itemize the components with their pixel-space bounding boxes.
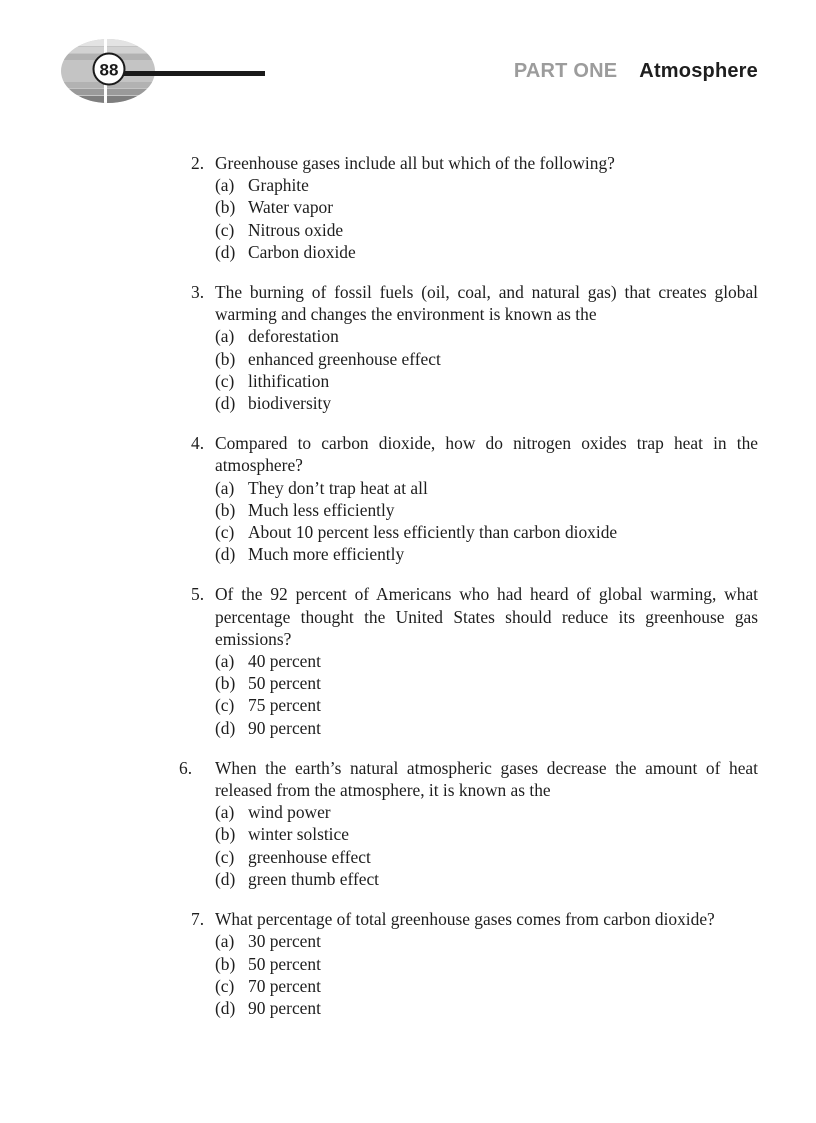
option-letter: (a) [215,175,235,196]
answer-option [215,543,758,565]
question-text: Compared to carbon dioxide, how do nitrogen oxides trap heat in the atmosphere? [215,433,758,476]
question-3 [174,281,758,414]
answer-option [215,930,758,952]
option-letter: (a) [215,477,235,498]
option-letter: (d) [215,717,236,738]
page-number-emblem [60,38,265,104]
answer-option [215,174,758,196]
answer-option [215,219,758,241]
answer-option [215,392,758,414]
answer-option [215,801,758,823]
option-letter: (c) [215,522,235,543]
option-letter: (c) [215,695,235,716]
answer-option [215,196,758,218]
option-letter: (b) [215,197,236,218]
option-text: 50 percent [248,953,321,974]
question-number: 4. [191,433,205,454]
question-4 [174,432,758,565]
option-letter: (a) [215,326,235,347]
quiz-questions [174,152,758,1037]
option-letter: (c) [215,219,235,240]
page-number: 88 [99,60,119,80]
option-text: 90 percent [248,717,321,738]
option-text: Water vapor [248,197,334,218]
option-text: winter solstice [248,824,349,845]
option-letter: (c) [215,846,235,867]
question-number: 3. [191,282,205,303]
option-letter: (c) [215,370,235,391]
option-text: Nitrous oxide [248,219,344,240]
option-text: 90 percent [248,997,321,1018]
answer-option [215,717,758,739]
part-label: PART ONE [513,60,618,82]
question-text: Of the 92 percent of Americans who had heard of global warming, what percentage thought the United States should reduce its greenhouse gas emissions? [215,584,758,649]
running-header [514,60,758,83]
answer-option [215,241,758,263]
option-text: Carbon dioxide [248,241,356,262]
answer-option [215,499,758,521]
answer-option [215,846,758,868]
option-text: Much more efficiently [248,544,405,565]
option-letter: (a) [215,651,235,672]
option-text: biodiversity [248,393,332,414]
option-text: green thumb effect [248,868,380,889]
question-6 [174,757,758,890]
question-number: 7. [191,909,205,930]
option-text: 30 percent [248,931,321,952]
header-rule [120,71,265,76]
answer-option [215,650,758,672]
answer-option [215,868,758,890]
answer-option [215,348,758,370]
section-title: Atmosphere [639,60,758,82]
answer-option [215,370,758,392]
option-text: lithification [248,370,330,391]
option-text: 75 percent [248,695,321,716]
answer-option [215,477,758,499]
option-letter: (b) [215,673,236,694]
option-letter: (b) [215,824,236,845]
option-letter: (d) [215,393,236,414]
option-letter: (a) [215,802,235,823]
option-letter: (d) [215,868,236,889]
answer-option [215,521,758,543]
option-letter: (d) [215,241,236,262]
answer-option [215,975,758,997]
question-number: 5. [191,584,205,605]
option-text: greenhouse effect [248,846,371,867]
option-letter: (b) [215,953,236,974]
question-text: Greenhouse gases include all but which of the following? [215,153,615,173]
answer-option [215,823,758,845]
option-text: enhanced greenhouse effect [248,348,441,369]
option-text: 50 percent [248,673,321,694]
question-number: 2. [191,153,205,173]
option-text: Much less efficiently [248,499,395,520]
question-text: What percentage of total greenhouse gases comes from carbon dioxide? [215,909,715,930]
answer-option [215,325,758,347]
question-text: The burning of fossil fuels (oil, coal, and natural gas) that creates global warming and changes the environment is known as the [215,282,758,325]
question-text: When the earth’s natural atmospheric gases decrease the amount of heat released from the atmosphere, it is known as the [215,757,758,801]
question-2 [174,152,758,263]
option-letter: (b) [215,348,236,369]
option-text: About 10 percent less efficiently than carbon dioxide [248,522,618,543]
answer-option [215,694,758,716]
option-text: Graphite [248,175,309,196]
answer-option [215,997,758,1019]
question-number: 6. [179,757,193,778]
question-7 [174,908,758,1019]
question-5 [174,583,758,738]
option-letter: (a) [215,931,235,952]
option-letter: (d) [215,997,236,1018]
option-letter: (b) [215,499,236,520]
option-text: 70 percent [248,975,321,996]
option-text: They don’t trap heat at all [248,477,428,498]
option-letter: (c) [215,975,235,996]
option-letter: (d) [215,544,236,565]
answer-option [215,953,758,975]
option-text: deforestation [248,326,339,347]
option-text: 40 percent [248,651,321,672]
option-text: wind power [248,802,331,823]
answer-option [215,672,758,694]
